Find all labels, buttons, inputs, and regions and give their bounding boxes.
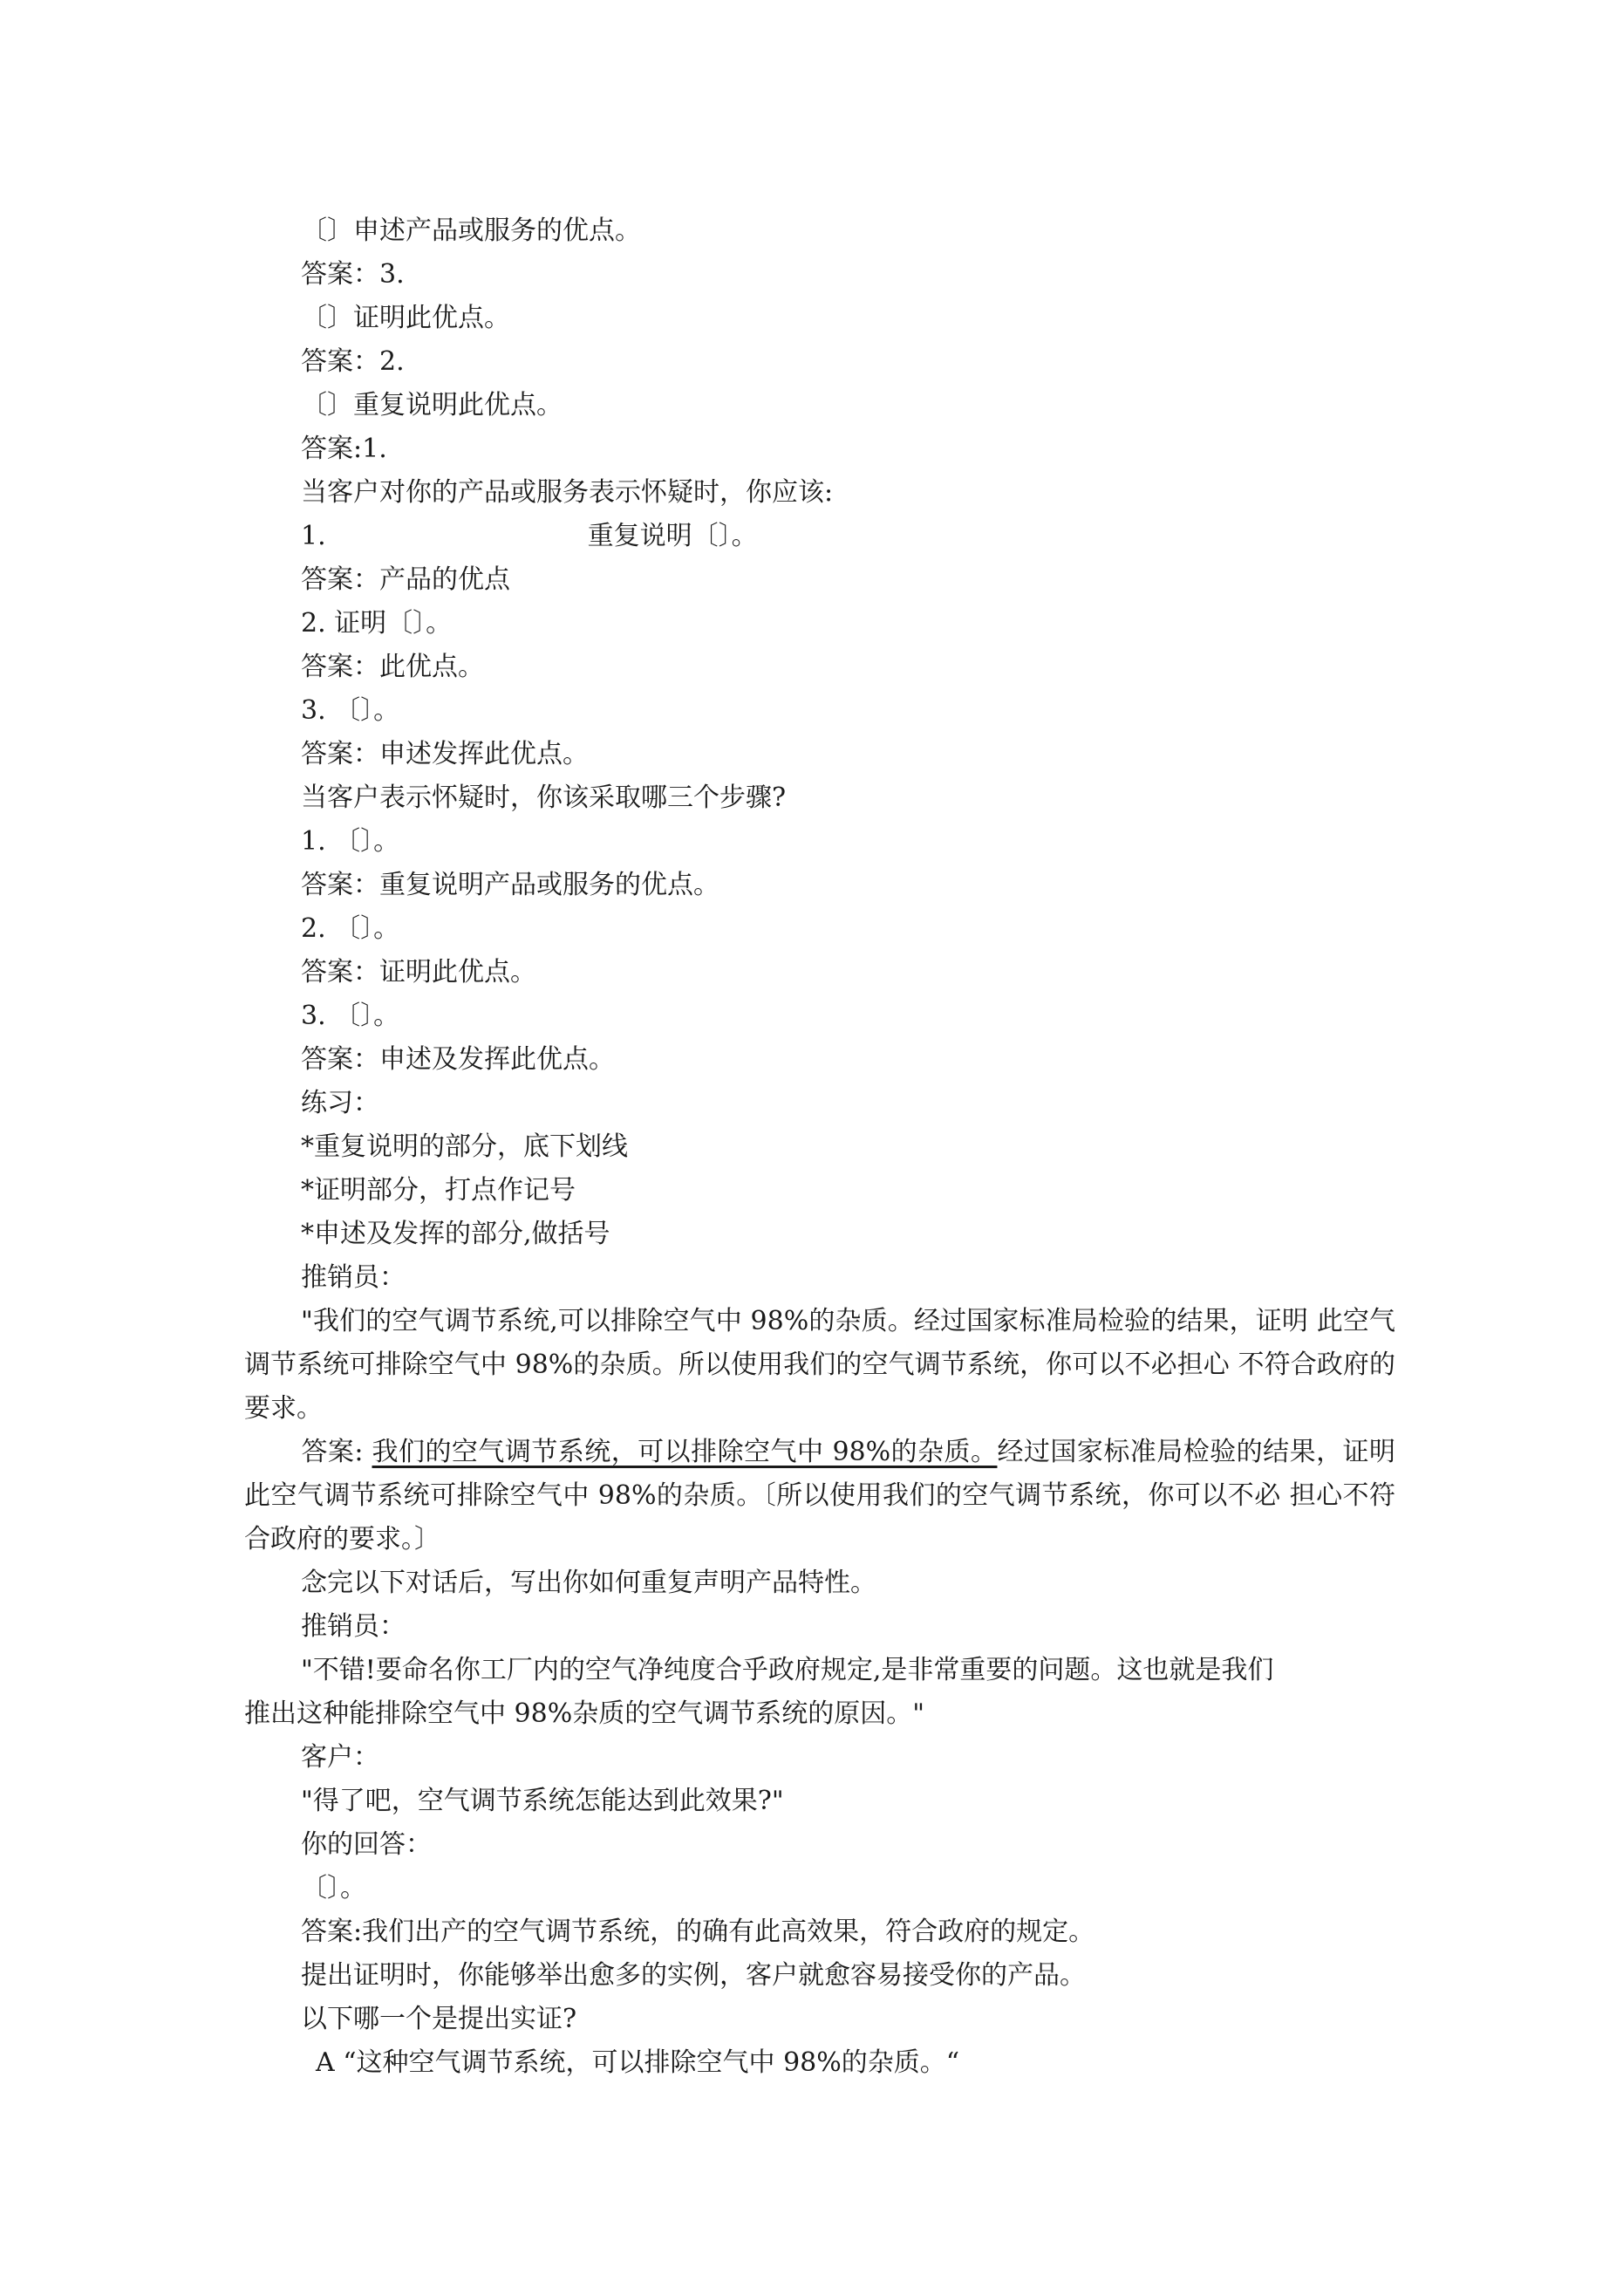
item-text: 重复说明〔〕。 (587, 521, 758, 551)
question-line: 以下哪一个是提出实证? (301, 2004, 577, 2034)
speaker-label: 客户： (301, 1742, 379, 1773)
question-line: 当客户对你的产品或服务表示怀疑时，你应该: (301, 477, 834, 508)
answer-line: 答案：申述及发挥此优点。 (301, 1044, 615, 1075)
answer-paragraph (244, 1431, 1395, 1561)
option-line: 〔〕证明此优点。 (301, 303, 510, 333)
answer-lead: 答案: (301, 1437, 372, 1467)
option-a: A “这种空气调节系统，可以排除空气中 98%的杂质。“ (316, 2047, 960, 2078)
speaker-label: 推销员： (301, 1262, 406, 1293)
answer-line: 答案：2. (301, 346, 405, 377)
bullet-line: *申述及发挥的部分,做括号 (301, 1219, 610, 1249)
section-heading: 练习： (301, 1088, 379, 1118)
answer-line: 答案：3. (301, 259, 405, 290)
answer-line: 答案：证明此优点。 (301, 957, 536, 987)
prompt-label: 你的回答： (301, 1829, 432, 1860)
option-line: 〔〕申述产品或服务的优点。 (301, 215, 641, 246)
answer-line: 答案:我们出产的空气调节系统，的确有此高效果，符合政府的规定。 (301, 1917, 1095, 1947)
statement-line: 提出证明时，你能够举出愈多的实例，客户就愈容易接受你的产品。 (301, 1960, 1086, 1991)
numbered-item: 2. 〔〕。 (301, 913, 400, 944)
numbered-item: 3. 〔〕。 (301, 1001, 400, 1031)
question-line: 当客户表示怀疑时，你该采取哪三个步骤? (301, 782, 787, 813)
dialogue-line: "得了吧，空气调节系统怎能达到此效果?" (301, 1786, 784, 1816)
answer-line: 答案：申述发挥此优点。 (301, 739, 589, 769)
numbered-item: 2. 证明〔〕。 (301, 608, 453, 639)
numbered-item: 3. 〔〕。 (301, 695, 400, 726)
salesperson-quote (244, 1300, 1395, 1431)
answer-line: 答案：产品的优点 (301, 564, 510, 595)
dialogue-line: "不错!要命名你工厂内的空气净纯度合乎政府规定,是非常重要的问题。这也就是我们 (301, 1655, 1274, 1685)
speaker-label: 推销员： (301, 1611, 406, 1642)
instruction-line: 念完以下对话后，写出你如何重复声明产品特性。 (301, 1568, 876, 1598)
numbered-item (301, 515, 1400, 558)
quote-text: "我们的空气调节系统,可以排除空气中 98%的杂质。经过国家标准局检验的结果，证明 此空气调节系统可排除空气中 98%的杂质。所以使用我们的空气调节系统，你可以不必担心 不符合政府的要求。 (244, 1306, 1395, 1424)
numbered-item: 1. 〔〕。 (301, 826, 400, 857)
answer-line: 答案：此优点。 (301, 652, 484, 682)
item-number: 1. (301, 521, 326, 551)
answer-line: 答案:1. (301, 434, 387, 464)
bullet-line: *证明部分，打点作记号 (301, 1175, 576, 1206)
dialogue-line: 推出这种能排除空气中 98%杂质的空气调节系统的原因。" (244, 1698, 925, 1729)
bullet-line: *重复说明的部分，底下划线 (301, 1131, 628, 1162)
answer-line: 答案：重复说明产品或服务的优点。 (301, 870, 719, 900)
option-line: 〔〕重复说明此优点。 (301, 390, 563, 420)
answer-rest: 经过国家标准局检验的结果，证明此空气调节系统可排除空气中 98%的杂质。〔所以使用我们的空气调节系统，你可以不必 担心不符合政府的要求。〕 (244, 1437, 1395, 1555)
underlined-repeat: 我们的空气调节系统，可以排除空气中 98%的杂质。 (372, 1437, 998, 1467)
blank-line: 〔〕。 (301, 1873, 366, 1903)
